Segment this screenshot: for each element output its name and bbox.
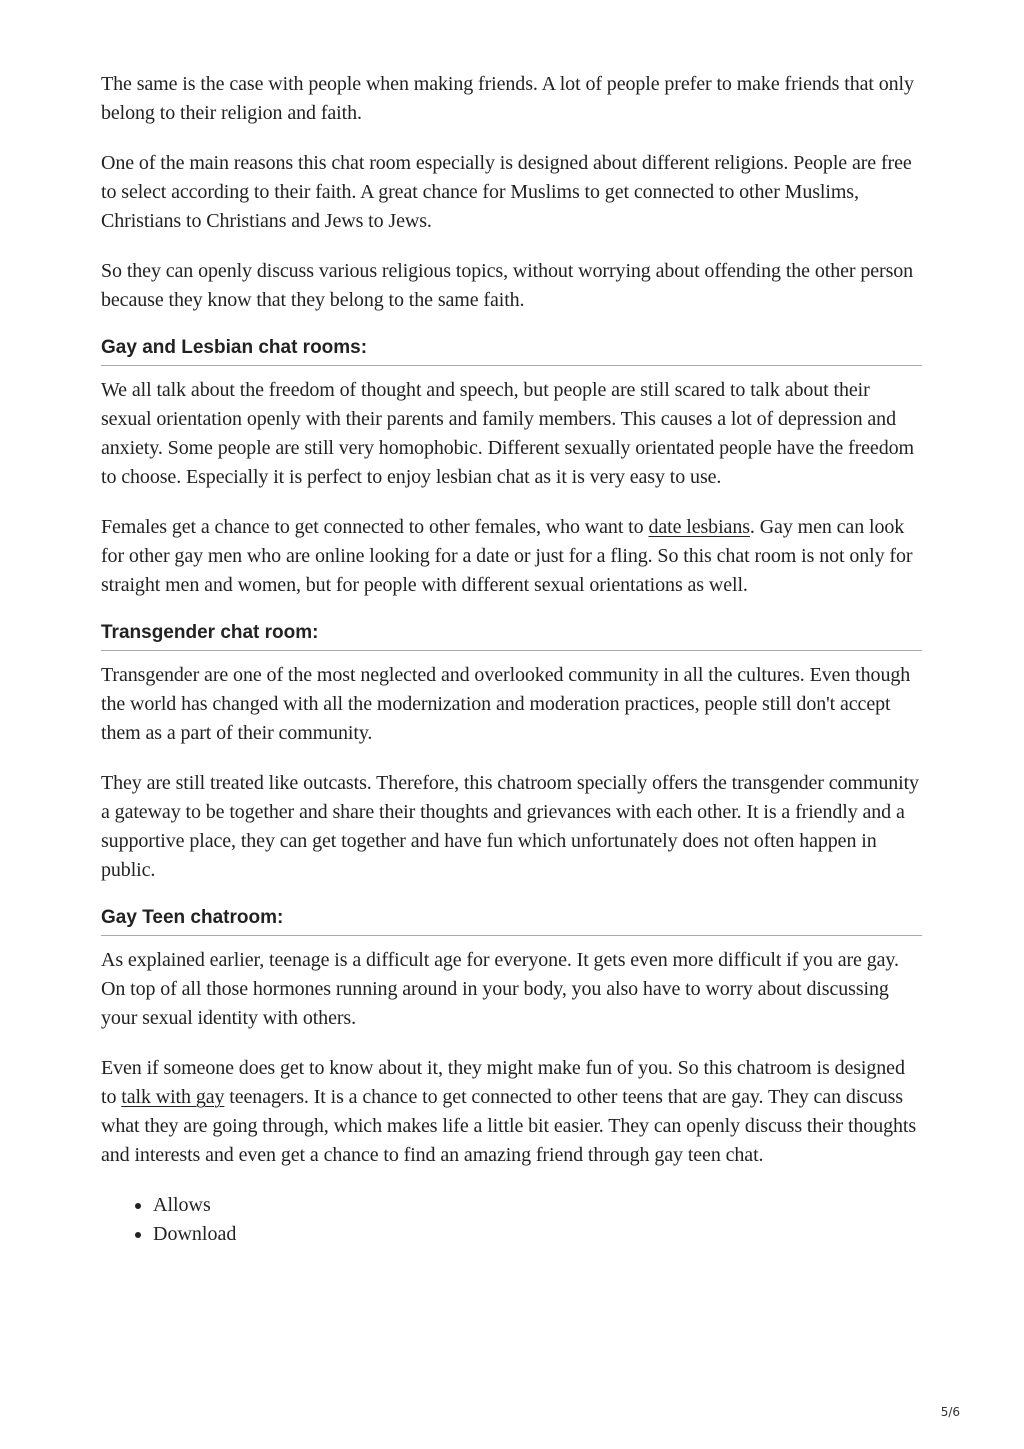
heading-gay-teen: Gay Teen chatroom: — [101, 906, 922, 936]
list-item: • Allows — [153, 1191, 922, 1220]
paragraph-gay-teen-text-start: Even if someone does get to know about it, they might make fun of you. So this chatroom is designed to — [101, 1057, 905, 1108]
heading-transgender: Transgender chat room: — [101, 621, 922, 651]
paragraph-gay-teen-text-end: teenagers. It is a chance to get connected to other teens that are gay. They can discuss what they are going through, which makes life a little bit easier. They can openly discuss their thoughts and interests and even get a chance to find an amazing friend through gay teen chat. — [101, 1086, 917, 1166]
document-page — [101, 70, 922, 1249]
paragraph-transgender-neglected: Transgender are one of the most neglected and overlooked community in all the cultures. Even though the world has changed with all the modernization and moderation practices, people still don't accept them as a part of their community. — [101, 664, 911, 744]
paragraph-religion-chat: One of the main reasons this chat room especially is designed about different religions. People are free to select according to their faith. A great chance for Muslims to get connected to other Muslims, Christians to Christians and Jews to Jews. — [101, 152, 912, 232]
paragraph-religion-friends: The same is the case with people when making friends. A lot of people prefer to make friends that only belong to their religion and faith. — [101, 73, 914, 124]
list-item: • Download — [153, 1220, 922, 1249]
paragraph-freedom: We all talk about the freedom of thought and speech, but people are still scared to talk about their sexual orientation openly with their parents and family members. This causes a lot of depression and anxiety. Some people are still very homophobic. Different sexually orientated people have the freedom to choose. Especially it is perfect to enjoy lesbian chat as it is very easy to use. — [101, 379, 914, 488]
paragraph-females-text-start: Females get a chance to get connected to other females, who want to — [101, 516, 649, 538]
paragraph-transgender-outcasts: They are still treated like outcasts. Therefore, this chatroom specially offers the transgender community a gateway to be together and share their thoughts and grievances with each other. It is a friendly and a supportive place, they can get together and have fun which unfortunately does not often happen in public. — [101, 772, 919, 881]
bullet-list — [101, 1191, 922, 1249]
talk-with-gay-link[interactable]: talk with gay — [121, 1086, 225, 1108]
heading-gay-lesbian: Gay and Lesbian chat rooms: — [101, 336, 922, 366]
paragraph-females-text-end: . Gay men can look for other gay men who are online looking for a date or just for a fling. So this chat room is not only for straight men and women, but for people with different sexual orientations as well. — [101, 516, 913, 596]
paragraph-females — [101, 513, 922, 600]
date-lesbians-link[interactable]: date lesbians — [648, 516, 750, 538]
page-number: 5/6 — [940, 1405, 960, 1419]
paragraph-religion-topics: So they can openly discuss various religious topics, without worrying about offending the other person because they know that they belong to the same faith. — [101, 260, 914, 311]
paragraph-gay-teen-chat — [101, 1054, 922, 1170]
paragraph-teenage: As explained earlier, teenage is a difficult age for everyone. It gets even more difficult if you are gay. On top of all those hormones running around in your body, you also have to worry about discussing your sexual identity with others. — [101, 949, 899, 1029]
